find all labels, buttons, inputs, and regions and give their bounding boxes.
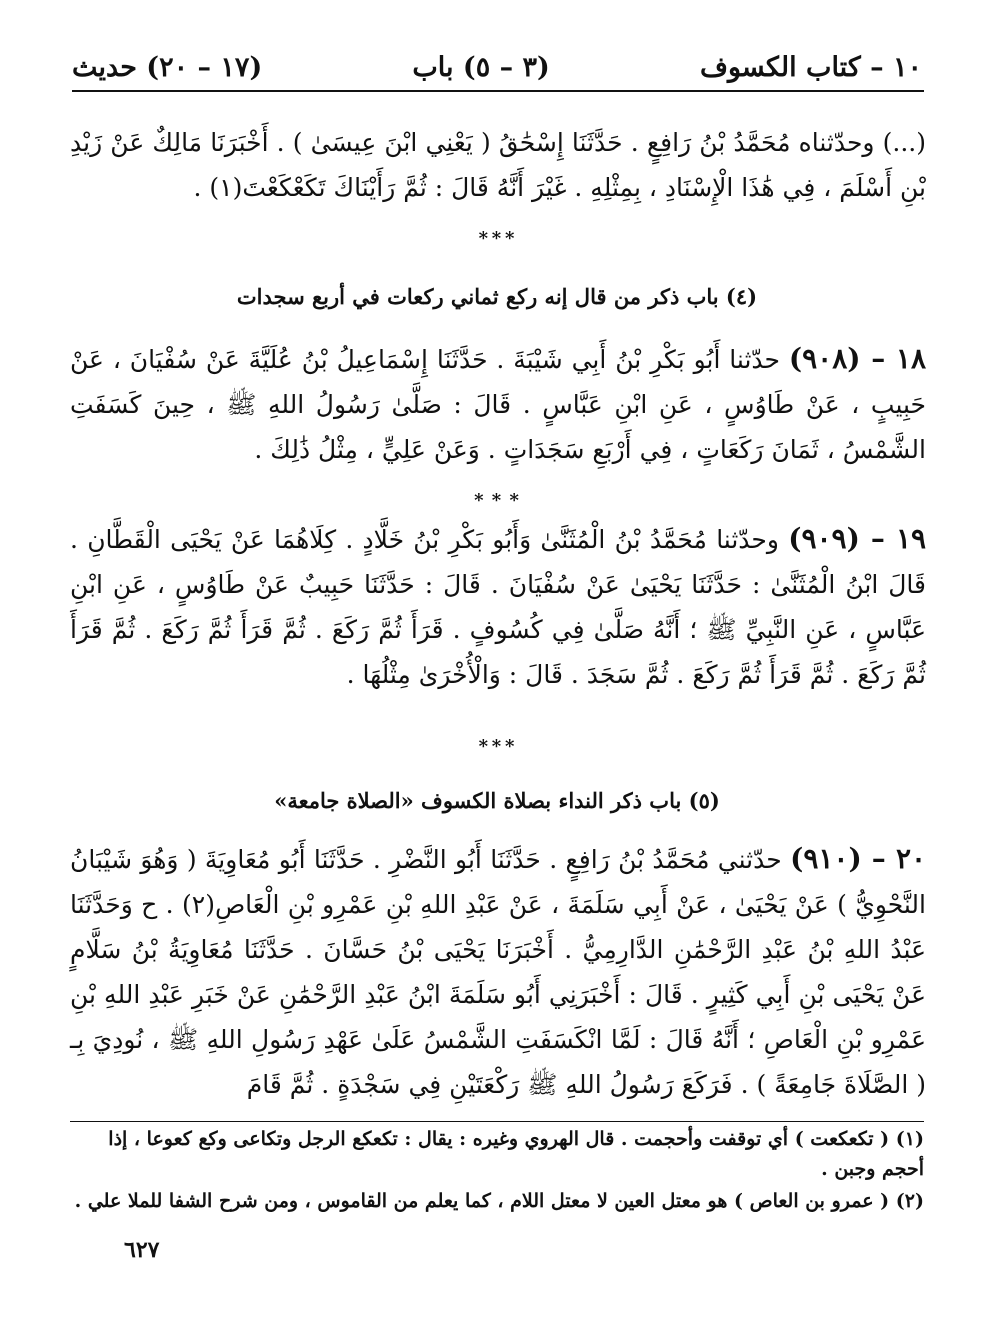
footnote-1: (١) ( تكعكعت ) أي توقفت وأحجمت . قال الهروي وغيره : يقال : تكعكع الرجل وتكاعى وكع كعوعا ، إذا أحجم وجبن . xyxy=(108,1128,924,1180)
footnote-divider xyxy=(70,1121,924,1122)
header-divider xyxy=(72,90,924,92)
footnote-2: (٢) ( عمرو بن العاص ) هو معتل العين لا معتل اللام ، كما يعلم من القاموس ، ومن شرح الشفا للملا علي . xyxy=(74,1190,924,1212)
intro-paragraph xyxy=(70,120,926,210)
hadith-text: حدّثني مُحَمَّدُ بْنُ رَافِعٍ . حَدَّثَنَا أَبُو النَّضْرِ . حَدَّثَنَا أَبُو مُعَاوِيَةَ ( وَهُوَ شَيْبَانُ النَّحْوِيُّ ) عَنْ يَحْيَىٰ ، عَنْ أَبِي سَلَمَةَ ، عَنْ عَبْدِ اللهِ بْنِ عَمْرِو بْنِ الْعَاصِ(٢) . ح وَحَدَّثَنَا عَبْدُ اللهِ بْنُ عَبْدِ الرَّحْمَٰنِ الدَّارِمِيُّ . أَخْبَرَنَا يَحْيَى بْنُ حَسَّانَ . حَدَّثَنَا مُعَاوِيَةُ بْنُ سَلَّامٍ عَنْ يَحْيَى بْنِ أَبِي كَثِيرٍ . قَالَ : أَخْبَرَنِي أَبُو سَلَمَةَ ابْنُ عَبْدِ الرَّحْمَٰنِ عَنْ خَبَرِ عَبْدِ اللهِ بْنِ عَمْرِو بْنِ الْعَاصِ ؛ أَنَّهُ قَالَ : لَمَّا انْكَسَفَتِ الشَّمْسُ عَلَىٰ عَهْدِ رَسُولِ اللهِ ﷺ ، نُودِيَ بِـ ( الصَّلَاةَ جَامِعَةً ) . فَرَكَعَ رَسُولُ اللهِ ﷺ رَكْعَتَيْنِ فِي سَجْدَةٍ . ثُمَّ قَامَ xyxy=(70,845,926,1099)
header-hadith-range: (١٧ – ٢٠) حديث xyxy=(72,51,263,83)
separator-stars: * * * xyxy=(478,736,516,757)
page-number: ٦٢٧ xyxy=(124,1237,160,1263)
running-header xyxy=(72,44,922,90)
separator-stars: * * * xyxy=(478,228,516,249)
hadith-number: ١٨ – (٩٠٨) xyxy=(788,342,926,375)
chapter-title: (٥) باب ذكر النداء بصلاة الكسوف «الصلاة جامعة» xyxy=(274,788,720,813)
chapter-title: (٤) باب ذكر من قال إنه ركع ثماني ركعات في أربع سجدات xyxy=(236,284,758,309)
hadith-text: حدّثنا أَبُو بَكْرِ بْنُ أَبِي شَيْبَةَ . حَدَّثَنَا إِسْمَاعِيلُ بْنُ عُلَيَّةَ عَنْ سُفْيَانَ ، عَنْ حَبِيبٍ ، عَنْ طَاوُسٍ ، عَنِ ابْنِ عَبَّاسٍ . قَالَ : صَلَّىٰ رَسُولُ اللهِ ﷺ ، حِينَ كَسَفَتِ الشَّمْسُ ، ثَمَانَ رَكَعَاتٍ ، فِي أَرْبَعِ سَجَدَاتٍ . وَعَنْ عَلِيٍّ ، مِثْلُ ذَٰلِكَ . xyxy=(70,345,926,464)
footnotes xyxy=(70,1124,924,1216)
intro-text: (...) وحدّثناه مُحَمَّدُ بْنُ رَافِعٍ . حَدَّثَنَا إِسْحَٰقُ ( يَعْنِي ابْنَ عِيسَىٰ ) . أَخْبَرَنَا مَالِكٌ عَنْ زَيْدِ بْنِ أَسْلَمَ ، فِي هَٰذَا الْإِسْنَادِ ، بِمِثْلِهِ . غَيْرَ أَنَّهُ قَالَ : ثُمَّ رَأَيْنَاكَ تَكَعْكَعْتَ(١) . xyxy=(70,128,926,202)
hadith-number: ٢٠ – (٩١٠) xyxy=(790,842,927,875)
separator-stars: * * * xyxy=(474,490,520,511)
header-book-title: ١٠ – كتاب الكسوف xyxy=(699,51,922,83)
hadith-text: وحدّثنا مُحَمَّدُ بْنُ الْمُثَنَّىٰ وَأَبُو بَكْرِ بْنُ خَلَّادٍ . كِلَاهُمَا عَنْ يَحْيَى الْقَطَّانِ . قَالَ ابْنُ الْمُثَنَّىٰ : حَدَّثَنَا يَحْيَىٰ عَنْ سُفْيَانَ . قَالَ : حَدَّثَنَا حَبِيبٌ عَنْ طَاوُسٍ ، عَنِ ابْنِ عَبَّاسٍ ، عَنِ النَّبِيِّ ﷺ ؛ أَنَّهُ صَلَّىٰ فِي كُسُوفٍ . قَرَأَ ثُمَّ رَكَعَ . ثُمَّ قَرَأَ ثُمَّ رَكَعَ . ثُمَّ قَرَأَ ثُمَّ رَكَعَ . ثُمَّ قَرَأَ ثُمَّ رَكَعَ . ثُمَّ سَجَدَ . قَالَ : وَالْأُخْرَىٰ مِثْلُهَا . xyxy=(70,525,926,689)
hadith-19 xyxy=(70,516,926,697)
hadith-number: ١٩ – (٩٠٩) xyxy=(788,522,927,555)
header-chapter-range: (٣ – ٥) باب xyxy=(412,51,550,83)
hadith-20 xyxy=(70,836,926,1107)
hadith-18 xyxy=(70,336,926,472)
